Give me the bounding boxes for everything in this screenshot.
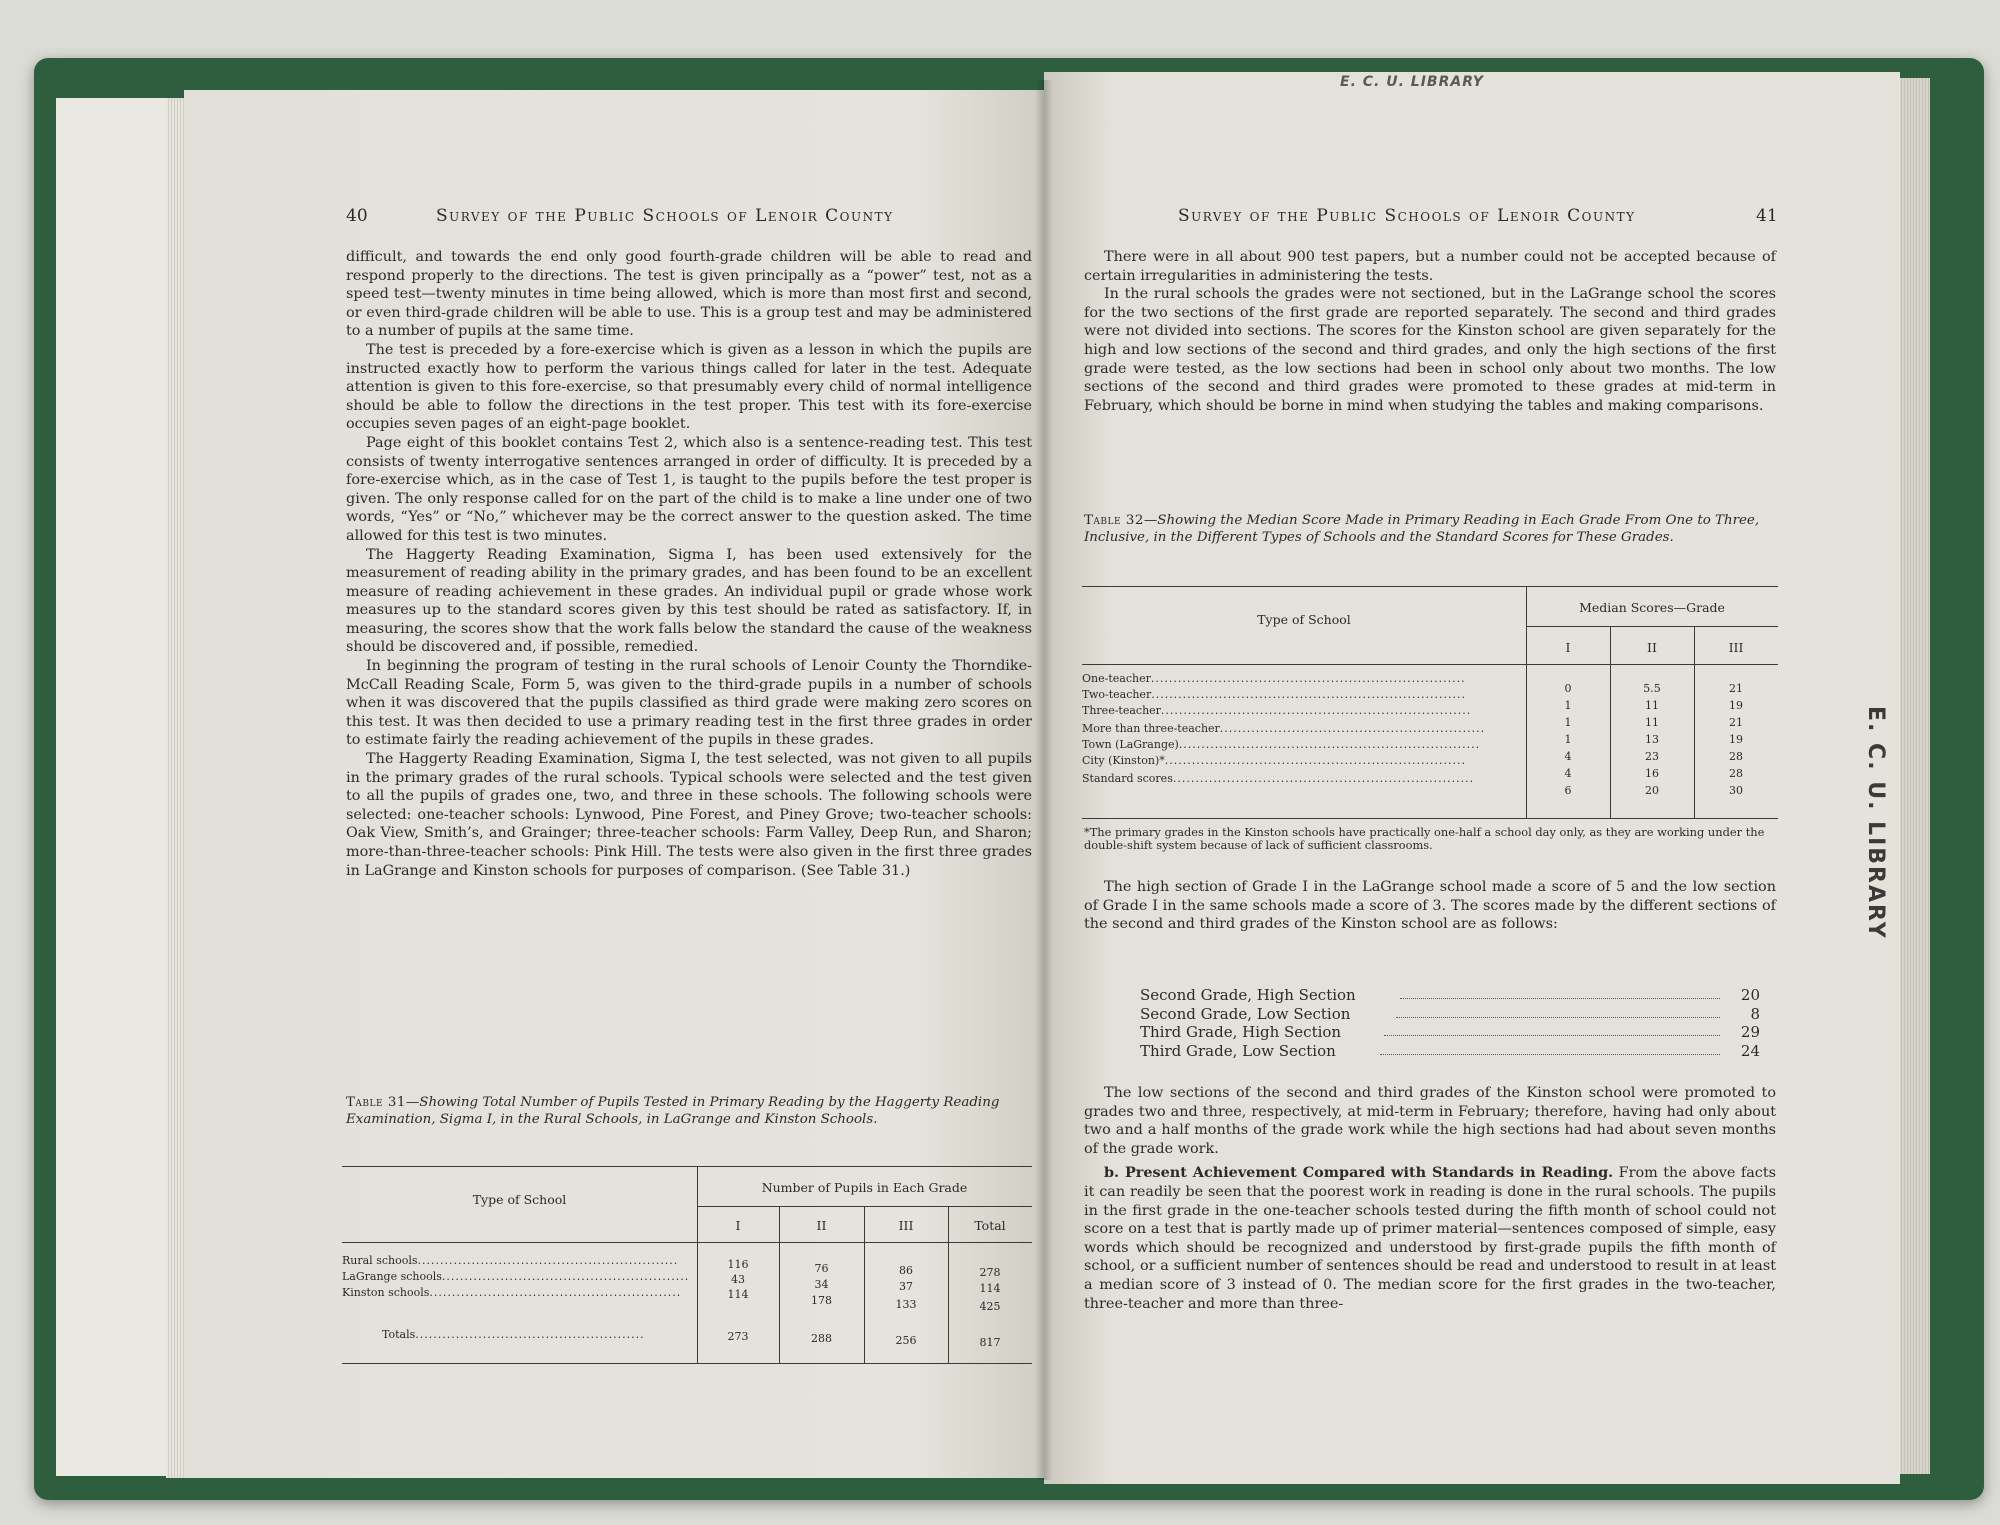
table32-bottom-rule [1082,818,1778,819]
page-stack-right [1896,78,1930,1474]
table32-cell: 1 [1564,699,1572,712]
table32-cell: 1 [1564,733,1572,746]
table31-row-label: Kinston schools [342,1286,430,1299]
table31-row: Rural schools.......................................................... [342,1254,679,1267]
table32-stub-header: Type of School [1257,612,1351,627]
table32-title: —Showing the Median Score Made in Primary Reading in Each Grade From One to Three, Inclusive, in the Different Types of Schools and the Standard Scores for These Grades. [1084,513,1760,545]
table32-cell: 11 [1645,699,1659,712]
section-score-row [1140,1023,1760,1042]
paragraph: The low sections of the second and third grades of the Kinston school were promoted to grades two and three, respectively, at mid-term in February; therefore, having had only about two and a half months of the grade work while the high sections had had about seven months of the grade work. [1084,1085,1776,1157]
paragraph: There were in all about 900 test papers, but a number could not be accepted because of certain irregularities in administering the tests. [1084,249,1776,284]
table32-group-header: Median Scores—Grade [1579,600,1725,615]
table32-group-rule [1526,626,1778,627]
table31-col-header: II [816,1218,827,1233]
library-spine-label: E. C. U. LIBRARY [1863,706,1888,940]
left-running-head: Survey of the Public Schools of Lenoir County [436,206,894,226]
right-body-text-mid [1084,878,1776,934]
right-body-text-top [1084,248,1776,415]
table32-cell: 4 [1564,750,1572,763]
library-stamp-top: E. C. U. LIBRARY [1340,74,1484,90]
table32-cell: 28 [1729,750,1743,763]
table32-cell: 30 [1729,784,1743,797]
table32-row: Standard scores................................................................... [1082,772,1475,785]
table31-cell: 114 [979,1282,1001,1295]
table31-cell: 116 [727,1258,749,1271]
table32-cell: 21 [1729,716,1743,729]
table32-row-label: More than three-teacher [1082,722,1220,735]
table31-cell: 76 [814,1262,829,1275]
table31-total-cell: 288 [811,1332,832,1345]
table32 [1082,578,1778,828]
section-score-label: Third Grade, Low Section [1140,1041,1336,1060]
table31-caption [346,1094,1032,1128]
table32-col-header: I [1565,640,1571,655]
paragraph: In beginning the program of testing in the rural schools of Lenoir County the Thorndike-McCall Reading Scale, Form 5, was given to the third-grade pupils in a number of schools when it was discovered that the pupils classified as third grade were making zero scores on this test. It was then decided to use a primary reading test in the first three grades in order to estimate fairly the reading achievement of the pupils in these grades. [346,658,1032,749]
leader-dots [1396,1005,1720,1018]
table32-row-label: Three-teacher [1082,704,1161,717]
table31-cell: 114 [727,1288,749,1301]
section-score-row [1140,1005,1760,1024]
right-body-text-bottom [1084,1084,1776,1313]
section-score-row [1140,986,1760,1005]
right-page-number: 41 [1756,206,1778,226]
table32-cell: 21 [1729,682,1743,695]
table32-row: Two-teacher...................................................................... [1082,688,1466,701]
page-edge-left [56,98,174,1476]
table31-total-cell: 273 [727,1330,749,1343]
table32-cell: 6 [1564,784,1572,797]
table32-row-label: Town (LaGrange) [1082,738,1179,751]
page-stack-left [166,98,186,1478]
paragraph: difficult, and towards the end only good fourth-grade children will be able to read and respond properly to the directions. The test is given principally as a “power” test, not as a speed test—twenty minutes in time being allowed, which is more than most first and second, or even third-grade children will be able to use. This is a group test and may be administered to a number of pupils at the same time. [346,249,1032,340]
table31-col-header: III [898,1218,914,1233]
table31-col-header: I [735,1218,741,1233]
paragraph: The Haggerty Reading Examination, Sigma I, has been used extensively for the measurement of reading ability in the primary grades, and has been found to be an excellent measure of reading achievement in these grades. An individual pupil or grade whose work measures up to the standard scores given by this test should be rated as satisfactory. If, in measuring, the scores show that the work falls below the standard the cause of the weakness should be discovered and, if possible, remedied. [346,546,1032,656]
table31-group-header: Number of Pupils in Each Grade [761,1180,968,1195]
table31-cell: 86 [899,1264,913,1277]
paragraph: The test is preceded by a fore-exercise which is given as a lesson in which the pupils are instructed exactly how to perform the various things called for later in the test. Adequate attention is given to this fore-exercise, so that presumably every child of normal intelligence should be able to follow the directions in the test proper. This test with its fore-exercise occupies seven pages of an eight-page booklet. [346,341,1032,433]
table31-label: Table 31 [346,1095,406,1110]
table32-cell: 0 [1564,682,1572,695]
table32-cell: 16 [1645,767,1659,780]
table31-total-cell: 817 [979,1336,1001,1349]
table31-header-rule [342,1242,1032,1243]
table32-row: Town (LaGrange)................................................................... [1082,738,1481,751]
table31-row-label: Rural schools [342,1254,418,1267]
table32-row-label: City (Kinston)* [1082,754,1165,767]
table32-row-label: One-teacher [1082,672,1151,685]
table32-row: One-teacher...................................................................... [1082,672,1466,685]
paragraph: Page eight of this booklet contains Test 2, which also is a sentence-reading test. This test consists of twenty interrogative sentences arranged in order of difficulty. It is preceded by a fore-exercise which, as in the case of Test 1, is taught to the pupils before the test proper is given. The only response called for on the part of the child is to make a line under one of two words, “Yes” or “No,” whichever may be the correct answer to the question asked. The time allowed for this test is two minutes. [346,434,1032,544]
left-page-number: 40 [346,206,368,226]
section-score-value: 20 [1740,986,1760,1004]
leader-dots [1400,986,1720,999]
table32-col-header: III [1728,640,1744,655]
table32-top-rule [1082,586,1778,587]
section-score-label: Second Grade, High Section [1140,986,1356,1004]
leader-dots [1380,1042,1720,1055]
table31-cell: 37 [899,1280,913,1293]
table31-totals-row: Totals................................................... [382,1328,645,1341]
table32-caption [1084,512,1776,546]
table32-row-label: Standard scores [1082,772,1173,785]
section-score-label: Third Grade, High Section [1140,1023,1342,1042]
table32-row: More than three-teacher........................................................... [1082,722,1486,735]
table32-footnote: *The primary grades in the Kinston schools have practically one-half a school day only, as they are working under the double-shift system because of lack of sufficient classrooms. [1084,825,1765,852]
table31-row-label: LaGrange schools [342,1270,442,1283]
table32-cell: 28 [1729,767,1743,780]
table32-row-label: Two-teacher [1082,688,1152,701]
table31-total-cell: 256 [895,1334,917,1347]
table32-row: City (Kinston)*................................................................... [1082,754,1467,767]
section-scores-list [1140,986,1760,1060]
table32-row: Three-teacher..................................................................... [1082,704,1472,717]
section-score-value: 24 [1740,1041,1760,1060]
table31 [342,1158,1032,1368]
paragraph: In the rural schools the grades were not sectioned, but in the LaGrange school the scores for the two sections of the first grade are reported separately. The second and third grades were not divided into sections. The scores for the Kinston school are given separately for the high and low sections of the second and third grades, and only the high sections of the first grade were tested, as the low sections had been in school only about two months. The low sections of the second and third grades were promoted to these grades at mid-term in February, which should be borne in mind when studying the tables and making comparisons. [1084,286,1776,414]
table32-cell: 20 [1645,784,1659,797]
table31-cell: 43 [731,1273,745,1286]
table32-label: Table 32 [1084,513,1144,528]
right-running-head: Survey of the Public Schools of Lenoir County [1178,206,1636,226]
table32-cell: 19 [1729,733,1743,746]
table32-cell: 23 [1645,750,1659,763]
table31-stub-header: Type of School [472,1192,567,1207]
section-score-value: 8 [1750,1004,1760,1023]
section-score-row [1140,1042,1760,1061]
leader-dots [1384,1023,1720,1036]
table31-bottom-rule [342,1363,1032,1364]
paragraph: The Haggerty Reading Examination, Sigma I, the test selected, was not given to all pupils in the primary grades of the rural schools. Typical schools were selected and the test given to all the pupils of grades one, two, and three in these schools. The following schools were selected: one-teacher schools: Lynwood, Pine Forest, and Piney Grove; two-teacher schools: Oak View, Smith’s, and Grainger; three-teacher schools: Farm Valley, Deep Run, and Sharon; more-than-three-teacher schools: Pink Hill. The tests were also given in the first three grades in LaGrange and Kinston schools for purposes of comparison. (See Table 31.) [346,751,1032,879]
table31-col-header: Total [974,1218,1006,1233]
paragraph: The high section of Grade I in the LaGrange school made a score of 5 and the low section of Grade I in the same schools made a score of 3. The scores made by the different sections of the second and third grades of the Kinston school are as follows: [1084,879,1776,933]
table31-cell: 34 [814,1278,829,1291]
table32-header-rule [1082,664,1778,665]
table32-cell: 1 [1564,716,1572,729]
section-b-heading: b. Present Achievement Compared with Standards in Reading. [1104,1164,1614,1182]
table31-cell: 133 [895,1298,917,1311]
section-score-value: 29 [1740,1023,1760,1042]
table32-cell: 19 [1729,699,1743,712]
section-b-text: From the above facts it can readily be seen that the poorest work in reading is done in the rural schools. The pupils in the first grade in the one-teacher schools tested during the fifth month of school could not score on a test that is partly made up of primer material—sentences composed of simple, easy words which should be recognized and understood by first-grade pupils the fifth month of school, or a sufficient number of sentences should be read and understood to result in at least a median score of 3 instead of 0. The median score for the first grades in the two-teacher, three-teacher and more than three- [1084,1165,1776,1312]
table32-col-header: II [1647,640,1657,655]
section-b-paragraph [1084,1164,1776,1313]
table32-cell: 5.5 [1643,682,1661,695]
table31-cell: 178 [811,1294,832,1307]
table31-cell: 278 [979,1266,1001,1279]
table31-row: LaGrange schools....................................................... [342,1270,690,1283]
book-gutter [1035,80,1053,1480]
table32-cell: 13 [1645,733,1659,746]
table32-cell: 4 [1564,767,1572,780]
left-body-text [346,248,1032,880]
table31-row: Kinston schools........................................................ [342,1286,682,1299]
table32-cell: 11 [1645,716,1659,729]
table31-cell: 425 [979,1300,1001,1313]
section-score-label: Second Grade, Low Section [1140,1004,1351,1023]
table31-title: —Showing Total Number of Pupils Tested in Primary Reading by the Haggerty Reading Examination, Sigma I, in the Rural Schools, in LaGrange and Kinston Schools. [346,1095,1000,1127]
table31-top-rule [342,1166,1032,1167]
table31-totals-label: Totals [382,1328,416,1341]
